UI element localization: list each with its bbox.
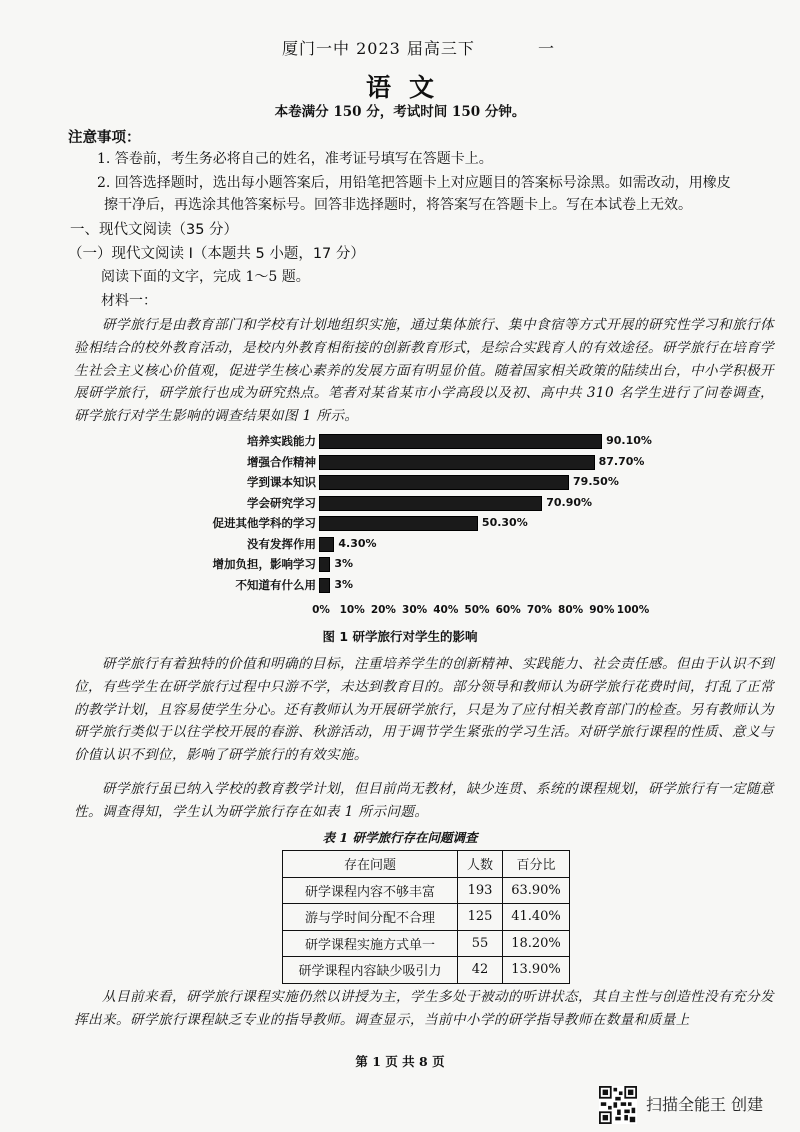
bar-category-label: 没有发挥作用 bbox=[247, 536, 316, 551]
survey-table bbox=[282, 850, 570, 984]
bar-value-label: 87.70% bbox=[598, 454, 645, 468]
bar-row bbox=[220, 494, 660, 512]
x-axis-ticks bbox=[313, 604, 653, 620]
bar-category-label: 学到课本知识 bbox=[247, 475, 316, 489]
bar-row bbox=[220, 576, 660, 594]
notice-item-2: 2. 回答选择题时，选出每小题答案后，用铅笔把答题卡上对应题目的答案标号涂黑。如需改动，用橡皮 bbox=[97, 175, 731, 191]
paragraph-3: 研学旅行虽已纳入学校的教育教学计划，但目前尚无教材，缺少连贯、系统的课程规划，研学旅行有一定随意性。调查得知，学生认为研学旅行存在如表 1 所示问题。 bbox=[74, 781, 774, 820]
table-cell: 研学课程实施方式单一 bbox=[283, 930, 458, 957]
bar-value-label: 79.50% bbox=[573, 475, 619, 488]
x-tick-label: 20% bbox=[370, 604, 396, 616]
bar-value-label: 3% bbox=[334, 557, 354, 570]
x-tick-label: 80% bbox=[558, 604, 584, 616]
column-header: 人数 bbox=[458, 851, 503, 878]
page-number: 第 1 页 共 8 页 bbox=[355, 1054, 445, 1069]
table-cell: 125 bbox=[458, 904, 503, 931]
bar-chart bbox=[212, 432, 660, 622]
bar-row bbox=[212, 514, 660, 532]
qr-code-icon bbox=[599, 1086, 637, 1124]
bar-category-label: 不知道有什么用 bbox=[235, 577, 316, 592]
table-row bbox=[283, 904, 570, 931]
table-header-row bbox=[283, 851, 570, 878]
bar-category-label: 增强合作精神 bbox=[247, 454, 316, 469]
x-tick-label: 100% bbox=[616, 604, 650, 616]
x-tick-label: 0% bbox=[312, 604, 330, 616]
x-tick-label: 60% bbox=[495, 604, 521, 616]
bar bbox=[319, 434, 602, 449]
header-dash-mark: 一 bbox=[538, 39, 555, 58]
bar-row bbox=[220, 432, 660, 450]
table-caption: 表 1 研学旅行存在问题调查 bbox=[322, 830, 478, 845]
bar-row bbox=[220, 453, 660, 471]
subsection-heading: （一）现代文阅读 I（本题共 5 小题，17 分） bbox=[68, 246, 365, 262]
bar bbox=[319, 516, 478, 531]
bar-value-label: 70.90% bbox=[546, 495, 593, 509]
x-tick-label: 30% bbox=[402, 604, 428, 616]
bar-category-label: 培养实践能力 bbox=[247, 434, 316, 448]
score-time-line: 本卷满分 150 分，考试时间 150 分钟。 bbox=[274, 104, 526, 120]
notice-item-2-cont: 擦干净后，再选涂其他答案标号。回答非选择题时，将答案写在答题卡上。写在本试卷上无效。 bbox=[104, 197, 692, 213]
bar bbox=[319, 455, 595, 470]
material-label: 材料一： bbox=[101, 293, 157, 309]
x-tick-label: 90% bbox=[589, 604, 615, 616]
table-row bbox=[283, 957, 570, 984]
bar-value-label: 3% bbox=[334, 577, 354, 591]
table-cell: 55 bbox=[458, 930, 503, 957]
bar-category-label: 促进其他学科的学习 bbox=[212, 516, 316, 530]
bar bbox=[319, 475, 569, 490]
reading-instruction: 阅读下面的文字，完成 1～5 题。 bbox=[101, 269, 310, 285]
bar-row bbox=[212, 555, 660, 573]
paragraph-1: 研学旅行是由教育部门和学校有计划地组织实施，通过集体旅行、集中食宿等方式开展的研究性学习和旅行体验相结合的校外教育活动，是校内外教育相衔接的创新教育形式，是综合实践育人的有效途径。研学旅行在培育学生社会主义核心价值观，促进学生核心素养的发展方面有明显价值。随着国家相关政策的陆续出台，中小学积极开展研学旅行，研学旅行也成为研究热点。笔者对某省某市小学高段以及初、高中共 310 名学生进行了问卷调查，研学旅行对学生影响的调查结果如图 1 所示。 bbox=[74, 317, 774, 425]
exam-header bbox=[0, 36, 800, 60]
bar bbox=[319, 537, 334, 552]
bar bbox=[319, 578, 330, 593]
bar-value-label: 50.30% bbox=[481, 516, 528, 529]
x-tick-label: 40% bbox=[433, 604, 459, 616]
bar-value-label: 90.10% bbox=[606, 434, 652, 447]
notice-title: 注意事项： bbox=[68, 130, 141, 146]
subject-title: 语文 bbox=[365, 73, 452, 102]
column-header: 存在问题 bbox=[283, 851, 458, 878]
exam-school-title: 厦门一中 2023 届高三下 bbox=[282, 39, 475, 58]
table-cell: 游与学时间分配不合理 bbox=[283, 904, 458, 931]
bar-value-label: 4.30% bbox=[338, 536, 377, 550]
table-cell: 研学课程内容缺少吸引力 bbox=[283, 957, 458, 984]
table-row bbox=[283, 930, 570, 957]
bar-row bbox=[220, 473, 660, 491]
x-tick-label: 50% bbox=[464, 604, 490, 616]
table-cell: 13.90% bbox=[503, 957, 570, 984]
paragraph-4: 从目前来看，研学旅行课程实施仍然以讲授为主，学生多处于被动的听讲状态，其自主性与创造性没有充分发挥出来。研学旅行课程缺乏专业的指导教师。调查显示，当前中小学的研学指导教师在数量和质量上 bbox=[74, 989, 774, 1028]
paragraph-2: 研学旅行有着独特的价值和明确的目标，注重培养学生的创新精神、实践能力、社会责任感。但由于认识不到位，有些学生在研学旅行过程中只游不学，未达到教育目的。部分领导和教师认为研学旅行花费时间，打乱了正常的教学计划，且容易使学生分心。还有教师认为开展研学旅行，只是为了应付相关教育部门的检查。另有教师认为研学旅行类似于以往学校开展的春游、秋游活动，用于调节学生紧张的学习生活。对研学旅行课程的性质、意义与价值认识不到位，影响了研学旅行的有效实施。 bbox=[74, 656, 774, 764]
bar-category-label: 学会研究学习 bbox=[247, 495, 316, 510]
x-tick-label: 10% bbox=[339, 604, 365, 616]
table-cell: 193 bbox=[458, 877, 503, 904]
bar-row bbox=[220, 535, 660, 553]
table-cell: 研学课程内容不够丰富 bbox=[283, 877, 458, 904]
table-cell: 63.90% bbox=[503, 877, 570, 904]
section-heading: 一、现代文阅读（35 分） bbox=[70, 222, 239, 238]
table-cell: 42 bbox=[458, 957, 503, 984]
column-header: 百分比 bbox=[503, 851, 570, 878]
scanner-watermark: 扫描全能王 创建 bbox=[646, 1095, 764, 1114]
bar bbox=[319, 557, 330, 572]
bar bbox=[319, 496, 542, 511]
table-cell: 18.20% bbox=[503, 930, 570, 957]
bar-category-label: 增加负担，影响学习 bbox=[212, 557, 316, 571]
notice-item-1: 1. 答卷前，考生务必将自己的姓名，准考证号填写在答题卡上。 bbox=[97, 151, 493, 167]
x-tick-label: 70% bbox=[526, 604, 552, 616]
table-cell: 41.40% bbox=[503, 904, 570, 931]
table-row bbox=[283, 877, 570, 904]
figure-caption: 图 1 研学旅行对学生的影响 bbox=[322, 629, 478, 644]
